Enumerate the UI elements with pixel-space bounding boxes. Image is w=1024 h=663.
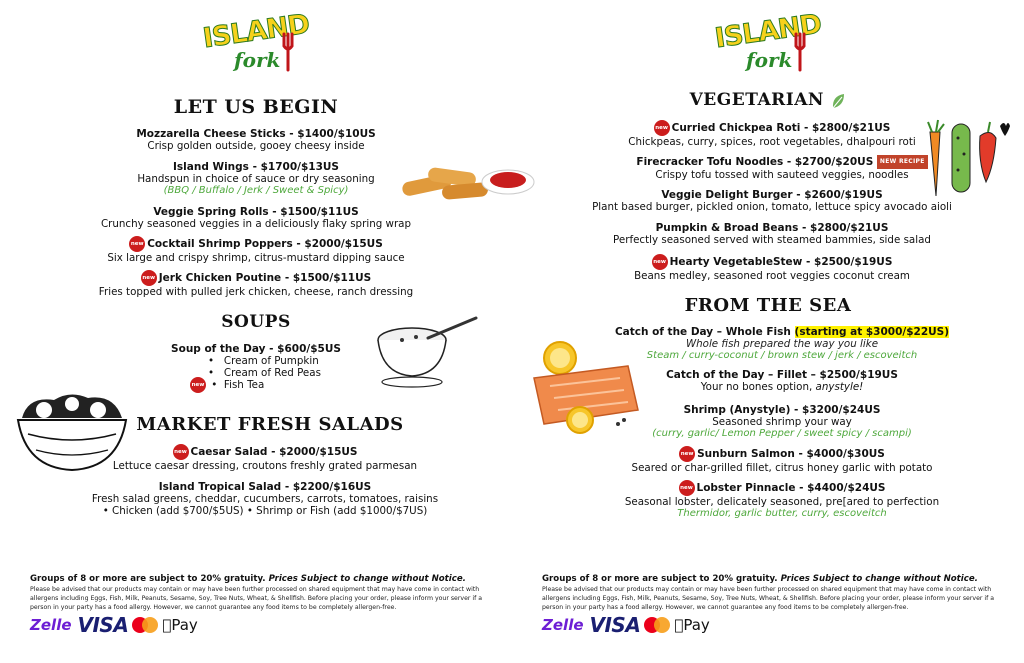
menu-item: Catch of the Day – Fillet – $2500/$19US Your no bones option, anystyle! xyxy=(666,369,898,393)
section-heading-salads: MARKET FRESH SALADS xyxy=(136,414,404,435)
menu-item: Veggie Spring Rolls - $1500/$11US Crunchy seasoned veggies in a deliciously flaky spring wrap xyxy=(100,206,412,230)
menu-item: Mozzarella Cheese Sticks - $1400/$10US Crisp golden outside, gooey cheesy inside xyxy=(136,128,376,152)
payment-methods xyxy=(30,614,198,636)
mastercard-logo xyxy=(132,617,158,633)
leaf-icon xyxy=(830,92,846,110)
footer-notice: Groups of 8 or more are subject to 20% gratuity. Prices Subject to change without Notice. Please be advised that our products may contain or may have been further processed on shared equipment that may have come in contact with allergens including Eggs, Fish, Milk, Peanuts, Sesame, Soy, Tree Nuts, Wheat, & Shellfish. Before placing your order, please inform your server if a person in your party has a food allergy. However, we cannot guarantee any food items to be completely allergen-free. xyxy=(30,574,483,611)
payment-methods xyxy=(542,614,710,636)
new-badge: new xyxy=(654,120,670,136)
soup-item: Soup of the Day - $600/$5US xyxy=(171,343,341,355)
menu-item: new Jerk Chicken Poutine - $1500/$11US Fries topped with pulled jerk chicken, cheese, ranch dressing xyxy=(98,272,414,298)
menu-item: Pumpkin & Broad Beans - $2800/$21US Perfectly seasoned served with steamed bammies, side salad xyxy=(613,222,931,246)
fork-icon xyxy=(278,32,306,72)
menu-page-right xyxy=(512,0,1024,663)
menu-item: new Curried Chickpea Roti - $2800/$21US Chickpeas, curry, spices, root vegetables, dhalpouri roti xyxy=(628,122,916,148)
vegetables-image xyxy=(916,118,1012,198)
visa-logo: VISA xyxy=(589,613,641,637)
island-fork-logo: ISLAND fork xyxy=(201,8,311,72)
menu-item: Island Wings - $1700/$13US Handspun in choice of sauce or dry seasoning (BBQ / Buffalo / Jerk / Sweet & Spicy) xyxy=(137,161,375,196)
menu-item: Island Tropical Salad - $2200/$16US Fresh salad greens, cheddar, cucumbers, carrots, tomatoes, raisins • Chicken (add $700/$5US) • Shrimp or Fish (add $1000/$7US) xyxy=(91,481,439,517)
menu-item: new Hearty VegetableStew - $2500/$19US Beans medley, seasoned root veggies coconut cream xyxy=(634,256,910,282)
new-badge: new xyxy=(679,446,695,462)
section-heading-from-the-sea: FROM THE SEA xyxy=(684,295,852,316)
apple-pay-logo: Pay xyxy=(674,616,701,634)
menu-item: new Cocktail Shrimp Poppers - $2000/$15US Six large and crispy shrimp, citrus-mustard dipping sauce xyxy=(107,238,405,264)
soup-bowl-image xyxy=(372,312,480,390)
section-heading-let-us-begin: LET US BEGIN xyxy=(173,96,339,118)
soup-option: new • Fish Tea xyxy=(191,379,265,391)
salmon-image xyxy=(520,340,650,436)
menu-item: new Lobster Pinnacle - $4400/$24US Seasonal lobster, delicately seasoned, pre[ared to perfection Thermidor, garlic butter, curry, escoveitch xyxy=(624,482,940,519)
new-badge: new xyxy=(173,444,189,460)
new-recipe-badge: NEW RECIPE xyxy=(877,155,928,169)
new-badge: new xyxy=(652,254,668,270)
fork-icon xyxy=(790,32,818,72)
new-badge: new xyxy=(129,236,145,252)
visa-logo: VISA xyxy=(77,613,129,637)
new-badge: new xyxy=(141,270,157,286)
new-badge: new xyxy=(190,377,206,393)
menu-item: Veggie Delight Burger - $2600/$19US Plant based burger, pickled onion, tomato, lettuce spicy avocado aioli xyxy=(592,189,952,213)
menu-item: new Sunburn Salmon - $4000/$30US Seared or char-grilled fillet, citrus honey garlic with potato xyxy=(631,448,933,474)
soup-option: • Cream of Pumpkin xyxy=(208,355,319,367)
menu-item: Firecracker Tofu Noodles - $2700/$20US NEW RECIPE Crispy tofu tossed with sauteed veggies, noodles xyxy=(512,155,1024,181)
apple-pay-logo: Pay xyxy=(162,616,189,634)
soup-option: • Cream of Red Peas xyxy=(208,367,321,379)
zelle-logo: Zelle xyxy=(30,616,72,634)
zelle-logo: Zelle xyxy=(542,616,584,634)
section-heading-soups: SOUPS xyxy=(221,312,291,332)
new-badge: new xyxy=(679,480,695,496)
menu-item: Catch of the Day – Whole Fish (starting at $3000/$22US) Whole fish prepared the way you like Steam / curry-coconut / brown stew / jerk / escoveitch xyxy=(614,326,950,361)
menu-item: new Caesar Salad - $2000/$15US Lettuce caesar dressing, croutons freshly grated parmesan xyxy=(112,446,418,472)
menu-item: Shrimp (Anystyle) - $3200/$24US Seasoned shrimp your way (curry, garlic/ Lemon Pepper / sweet spicy / scampi) xyxy=(652,404,912,439)
section-heading-vegetarian: VEGETARIAN xyxy=(512,90,1024,110)
mastercard-logo xyxy=(644,617,670,633)
footer-notice: Groups of 8 or more are subject to 20% gratuity. Prices Subject to change without Notice. Please be advised that our products may contain or may have been further processed on shared equipment that may have come in contact with allergens including Eggs, Fish, Milk, Peanuts, Sesame, Soy, Tree Nuts, Wheat, & Shellfish. Before placing your order, please inform your server if a person in your party has a food allergy. However, we cannot guarantee any food items to be completely allergen-free. xyxy=(542,574,995,611)
island-fork-logo: ISLAND fork xyxy=(713,8,823,72)
